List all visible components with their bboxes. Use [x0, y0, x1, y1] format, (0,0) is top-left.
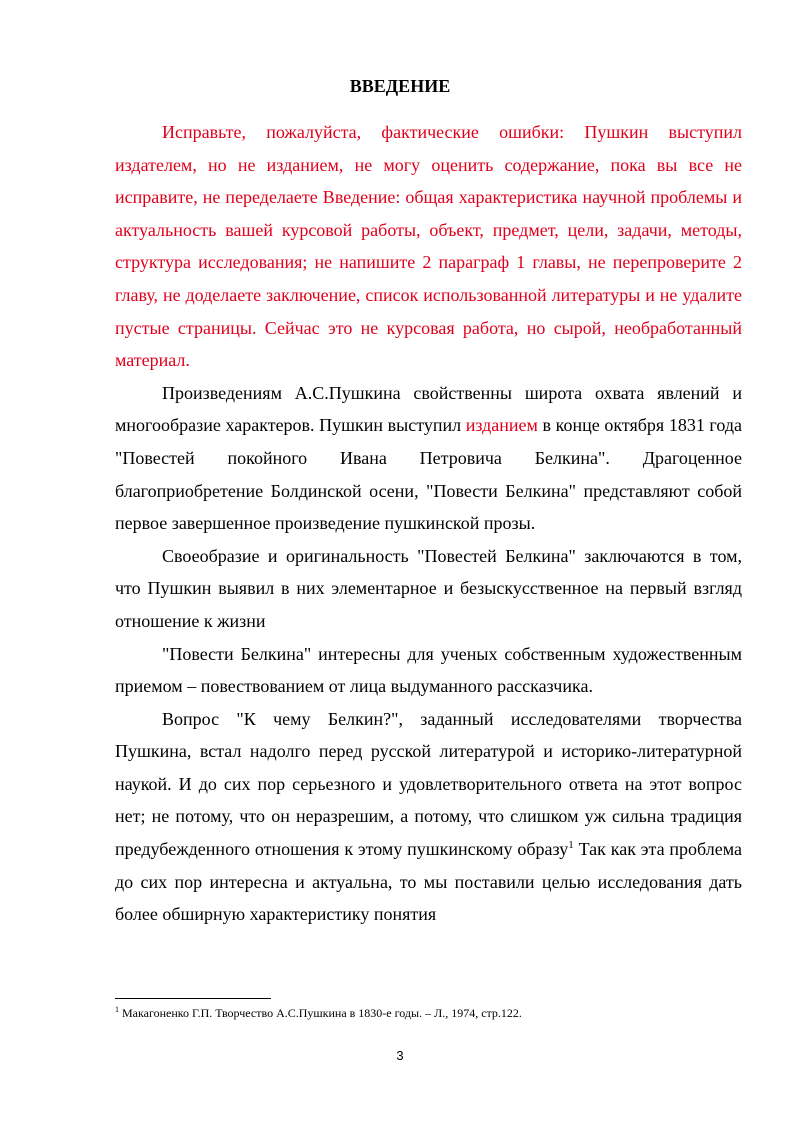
document-body: [115, 116, 742, 931]
paragraph-1-end: в конце октября 1831 года "Повестей покойного Ивана Петровича Белкина". Драгоценное благоприобретение Болдинской осени, "Повести Белкина" представляют собой первое завершенное произведение пушкинской прозы.: [115, 415, 742, 534]
highlighted-error: изданием: [465, 415, 538, 436]
paragraph-1-start: Произведениям А.С.Пушкина свойственны широта охвата явлений и многообразие характеров. Пушкин выступил: [115, 382, 742, 436]
paragraph-4-text: Вопрос "К чему Белкин?", заданный исследователями творчества Пушкина, встал надолго перед русской литературой и историко-литературной наукой. И до сих пор серьезного и удовлетворительного ответа на этот вопрос нет; не потому, что он неразрешим, а потому, что слишком уж сильна традиция предубежденного отношения к этому пушкинскому образу: [115, 708, 742, 860]
page-number: 3: [396, 1048, 404, 1063]
footnote: [115, 1005, 742, 1021]
paragraph-4-continuation: Так как эта проблема до сих пор интересна и актуальна, то мы поставили целью исследования дать более обширную характеристику понятия: [115, 839, 742, 925]
page-title: ВВЕДЕНИЕ: [349, 76, 451, 96]
paragraph-2: Своеобразие и оригинальность "Повестей Белкина" заключаются в том, что Пушкин выявил в них элементарное и безыскусственное на первый взгляд отношение к жизни: [115, 545, 742, 631]
footnote-number: 1: [115, 1005, 119, 1014]
reviewer-comment: Исправьте, пожалуйста, фактические ошибки: Пушкин выступил издателем, но не изданием, не могу оценить содержание, пока вы все не исправите, не переделаете Введение: общая характеристика научной проблемы и актуальность вашей курсовой работы, объект, предмет, цели, задачи, методы, структура исследования; не напишите 2 параграф 1 главы, не перепроверите 2 главу, не доделаете заключение, список использованной литературы и не удалите пустые страницы. Сейчас это не курсовая работа, но сырой, необработанный материал.: [115, 122, 742, 371]
footnote-text: Макагоненко Г.П. Творчество А.С.Пушкина в 1830-е годы. – Л., 1974, стр.122.: [119, 1006, 522, 1020]
footnote-separator: [115, 998, 271, 999]
paragraph-3: "Повести Белкина" интересны для ученых собственным художественным приемом – повествованием от лица выдуманного рассказчика.: [115, 643, 742, 697]
footnote-reference[interactable]: 1: [568, 839, 574, 852]
paragraph-1: [115, 377, 742, 540]
paragraph-4: [115, 703, 742, 931]
